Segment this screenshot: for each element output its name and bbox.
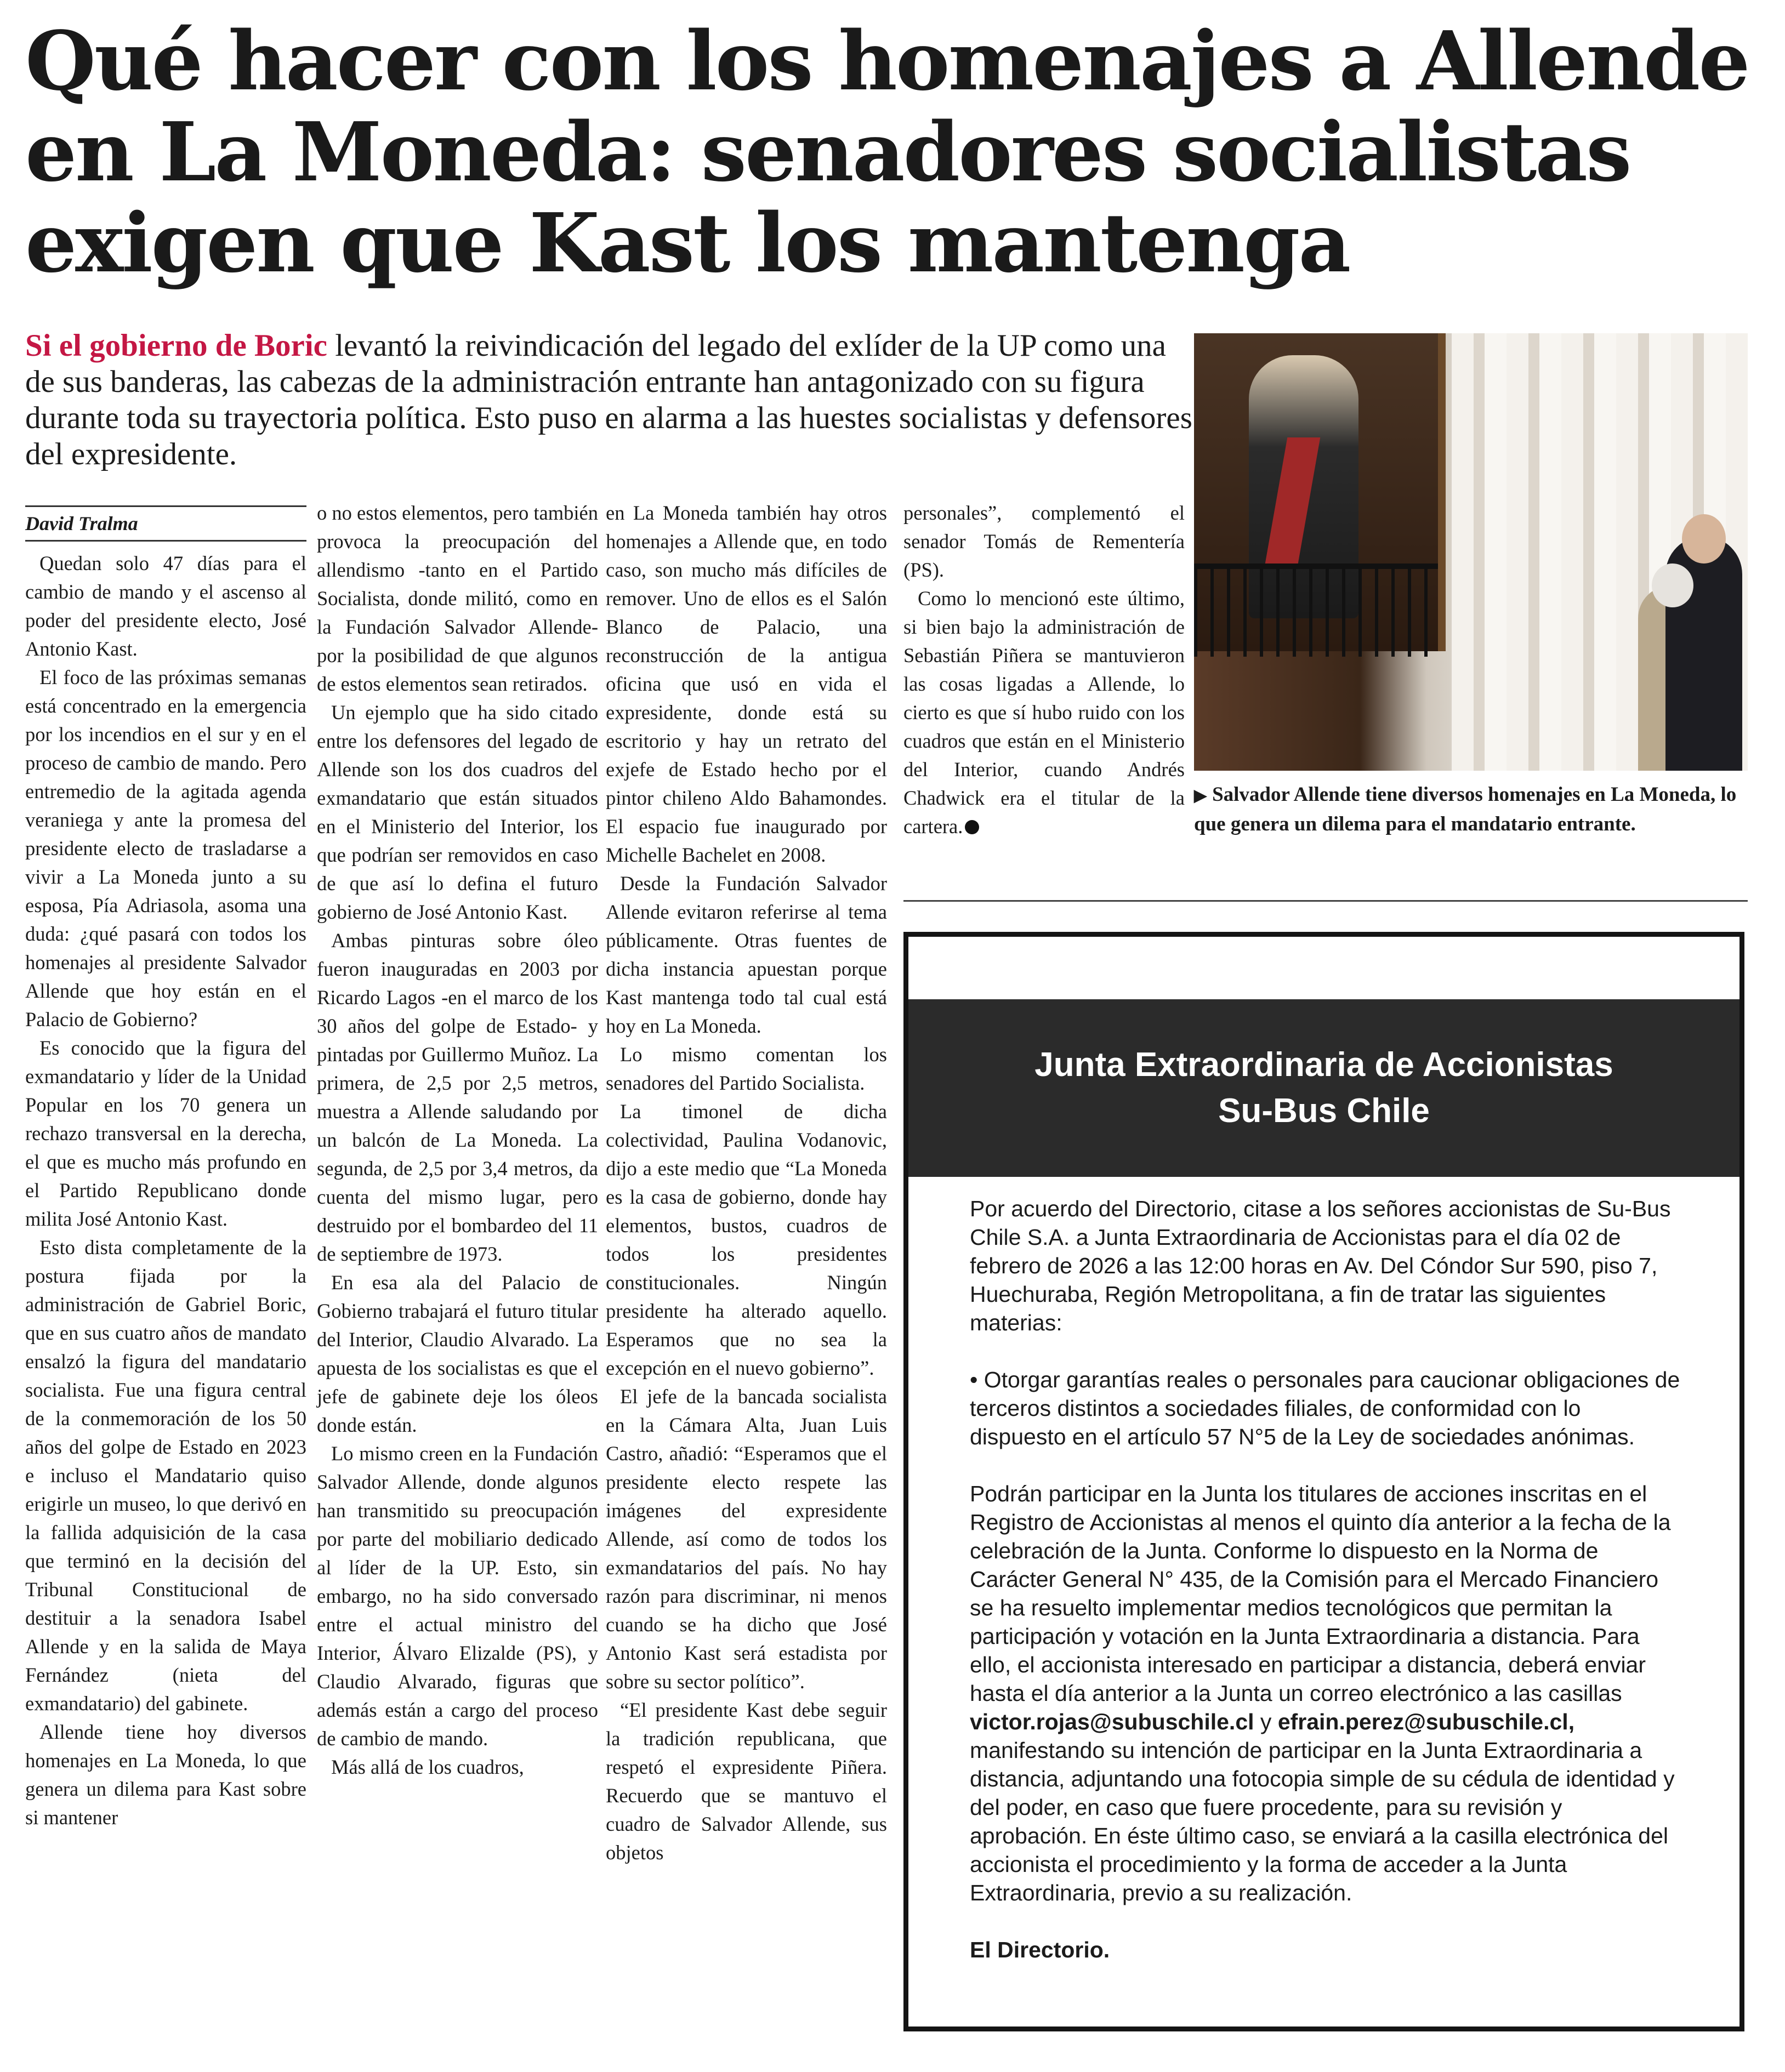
photo-caption	[1194, 781, 1748, 839]
paragraph: o no estos elementos, pero también provoca la preocupación del allendismo -tanto en el Partido Socialista, donde militó, como en la Fundación Salvador Allende- por la posibilidad de que algunos de estos elementos sean retirados.	[317, 502, 598, 695]
paragraph: Allende tiene hoy diversos homenajes en La Moneda, lo que genera un dilema para Kast sobre si mantener	[25, 1721, 306, 1829]
notice-company: Su-Bus Chile	[1218, 1092, 1430, 1130]
paragraph: Lo mismo creen en la Fundación Salvador Allende, donde algunos han transmitido su preocupación por parte del mobiliario dedicado al líder de la UP. Esto, sin embargo, no ha sido conversado entre el actual ministro del Interior, Álvaro Elizalde (PS), y Claudio Alvarado, figuras que además están a cargo del proceso de cambio de mando.	[317, 1442, 598, 1750]
paragraph: Esto dista completamente de la postura fijada por la administración de Gabriel Boric, que en sus cuatro años de mandato ensalzó la figura del mandatario socialista. Fue una figura central de la conmemoración de los 50 años del golpe de Estado en 2023 e incluso el Mandatario quiso erigirle un museo, lo que derivó en la fallida adquisición de la casa que terminó en la decisión del Tribunal Constitucional de destituir a la senadora Isabel Allende y en la salida de Maya Fernández (nieta del exmandatario) del gabinete.	[25, 1236, 306, 1715]
paragraph: Un ejemplo que ha sido citado entre los defensores del legado de Allende son los dos cuadros del exmandatario que están situados en el Ministerio del Interior, los que podrían ser removidos en caso de que así lo defina el futuro gobierno de José Antonio Kast.	[317, 701, 598, 923]
signature-text: El Directorio.	[970, 1937, 1110, 1962]
paragraph: El foco de las próximas semanas está concentrado en la emergencia por los incendios en el sur y en el proceso de cambio de mando. Pero entremedio de la agitada agenda veraniega y ante la promesa del presidente electo de trasladarse a vivir a La Moneda junto a su esposa, Pía Adriasola, asoma una duda: ¿qué pasará con todos los homenajes al presidente Salvador Allende que hoy están en el Palacio de Gobierno?	[25, 666, 306, 1031]
notice-text: manifestando su intención de participar en la Junta Extraordinaria a distancia, adjuntando una fotocopia simple de su cédula de identidad y del poder, en caso que fuere procedente, para su revisión y aprobación. En éste último caso, se enviará a la casilla electrónica del accionista el procedimiento y la forma de acceder a la Junta Extraordinaria, previo a su realización.	[970, 1738, 1675, 1905]
paragraph: “El presidente Kast debe seguir la tradición republicana, que respetó el expresidente Piñera. Recuerdo que se mantuvo el cuadro de Salvador Allende, sus objetos	[606, 1699, 887, 1864]
divider	[903, 900, 1748, 902]
paragraph: Ambas pinturas sobre óleo fueron inauguradas en 2003 por Ricardo Lagos -en el marco de los 30 años del golpe de Estado- y pintadas por Guillermo Muñoz. La primera, de 2,5 por 2,5 metros, muestra a Allende saludando por un balcón de La Moneda. La segunda, de 2,5 por 3,4 metros, da cuenta del mismo lugar, pero destruido por el bombardeo del 11 de septiembre de 1973.	[317, 929, 598, 1265]
article-column-4	[903, 499, 1185, 841]
person-head	[1682, 514, 1726, 563]
paragraph: Quedan solo 47 días para el cambio de mando y el ascenso al poder del presidente electo, José Antonio Kast.	[25, 552, 306, 660]
headline: Qué hacer con los homenajes a Allende en La Moneda: senadores socialistas exigen que Kast los mantenga	[25, 13, 1749, 291]
article-column-1	[25, 499, 306, 1832]
paragraph: en La Moneda también hay otros homenajes a Allende que, en todo caso, son mucho más difíciles de remover. Uno de ellos es el Salón Blanco de Palacio, una reconstrucción de la antigua oficina que usó en vida el expresidente, donde está su escritorio y hay un retrato del exjefe de Estado hecho por el pintor chileno Aldo Bahamondes. El espacio fue inaugurado por Michelle Bachelet en 2008.	[606, 502, 887, 866]
notice-paragraph	[970, 1479, 1682, 1907]
notice-text: Podrán participar en la Junta los titulares de acciones inscritas en el Registro de Accionistas al menos el quinto día anterior a la fecha de la celebración de la Junta. Conforme lo dispuesto en la Norma de Carácter General N° 435, de la Comisión para el Mercado Financiero se ha resuelto implementar medios tecnológicos que permitan la participación y votación en la Junta Extraordinaria a distancia. Para ello, el accionista interesado en participar a distancia, deberá enviar hasta el día anterior a la Junta un correo electrónico a las casillas	[970, 1481, 1671, 1706]
article-column-3	[606, 499, 887, 1867]
article-column-2	[317, 499, 598, 1781]
paragraph-text: Como lo mencionó este último, si bien bajo la administración de Sebastián Piñera se mantuvieron las cosas ligadas a Allende, lo cierto es que sí hubo ruido con los cuadros que están en el Ministerio del Interior, cuando Andrés Chadwick era el titular de la cartera.	[903, 587, 1185, 838]
paragraph: Más allá de los cuadros,	[331, 1756, 524, 1778]
caption-text: Salvador Allende tiene diversos homenajes en La Moneda, lo que genera un dilema para el mandatario entrante.	[1194, 783, 1737, 835]
lede	[25, 328, 1193, 473]
person-head	[1652, 563, 1693, 607]
notice-top-panel	[913, 942, 1735, 994]
notice-title: Junta Extraordinaria de Accionistas	[1034, 1046, 1613, 1084]
shareholders-notice	[903, 932, 1744, 2031]
notice-body	[970, 1194, 1682, 1964]
notice-paragraph: Por acuerdo del Directorio, citase a los señores accionistas de Su-Bus Chile S.A. a Junta Extraordinaria de Accionistas para el día 02 de febrero de 2026 a las 12:00 horas en Av. Del Cóndor Sur 590, piso 7, Huechuraba, Región Metropolitana, a fin de tratar las siguientes materias:	[970, 1196, 1671, 1335]
paragraph: La timonel de dicha colectividad, Paulina Vodanovic, dijo a este medio que “La Moneda es la casa de gobierno, donde hay elementos, bustos, cuadros de todos los presidentes constitucionales. Ningún presidente ha alterado aquello. Esperamos que no sea la excepción en el nuevo gobierno”.	[606, 1100, 887, 1379]
email-link[interactable]: efrain.perez@subuschile.cl,	[1277, 1709, 1575, 1734]
paragraph	[903, 584, 1185, 841]
paragraph: Lo mismo comentan los senadores del Partido Socialista.	[606, 1043, 887, 1094]
paragraph: En esa ala del Palacio de Gobierno trabajará el futuro titular del Interior, Claudio Alvarado. La apuesta de los socialistas es que el jefe de gabinete deje los óleos donde están.	[317, 1271, 598, 1436]
notice-bullet: • Otorgar garantías reales o personales para caucionar obligaciones de terceros distintos a sociedades filiales, de conformidad con lo dispuesto en el artículo 57 N°5 de la Ley de sociedades anónimas.	[970, 1367, 1680, 1449]
lede-highlight: Si el gobierno de Boric	[25, 328, 327, 363]
notice-text: y	[1254, 1709, 1278, 1734]
caption-arrow-icon: ▶	[1194, 787, 1207, 805]
paragraph: Desde la Fundación Salvador Allende evitaron referirse al tema públicamente. Otras fuentes de dicha instancia apuestan porque Kast mantenga todo tal cual está hoy en La Moneda.	[606, 872, 887, 1037]
paragraph: Es conocido que la figura del exmandatario y líder de la Unidad Popular en los 70 genera un rechazo transversal en la derecha, el que es mucho más profundo en el Partido Republicano donde milita José Antonio Kast.	[25, 1037, 306, 1230]
lede-text: levantó la reivindicación del legado del exlíder de la UP como una de sus banderas, las cabezas de la administración entrante han antagonizado con su figura durante toda su trayectoria política. Esto puso en alarma a las huestes socialistas y defensores del expresidente.	[25, 328, 1192, 471]
notice-title-band	[908, 999, 1739, 1177]
balcony-railing	[1194, 563, 1438, 657]
paragraph: El jefe de la bancada socialista en la Cámara Alta, Juan Luis Castro, añadió: “Esperamos que el presidente electo respete las imágenes del expresidente Allende, así como de todos los exmandatarios del país. No hay razón para discriminar, ni menos cuando se ha dicho que José Antonio Kast será estadista por sobre su sector político”.	[606, 1385, 887, 1693]
end-mark-icon	[965, 820, 979, 834]
byline: David Tralma	[25, 505, 306, 542]
paragraph: personales”, complementó el senador Tomás de Rementería (PS).	[903, 502, 1185, 581]
email-link[interactable]: victor.rojas@subuschile.cl	[970, 1709, 1254, 1734]
article-photo	[1194, 333, 1748, 771]
notice-signature	[970, 1936, 1682, 1964]
